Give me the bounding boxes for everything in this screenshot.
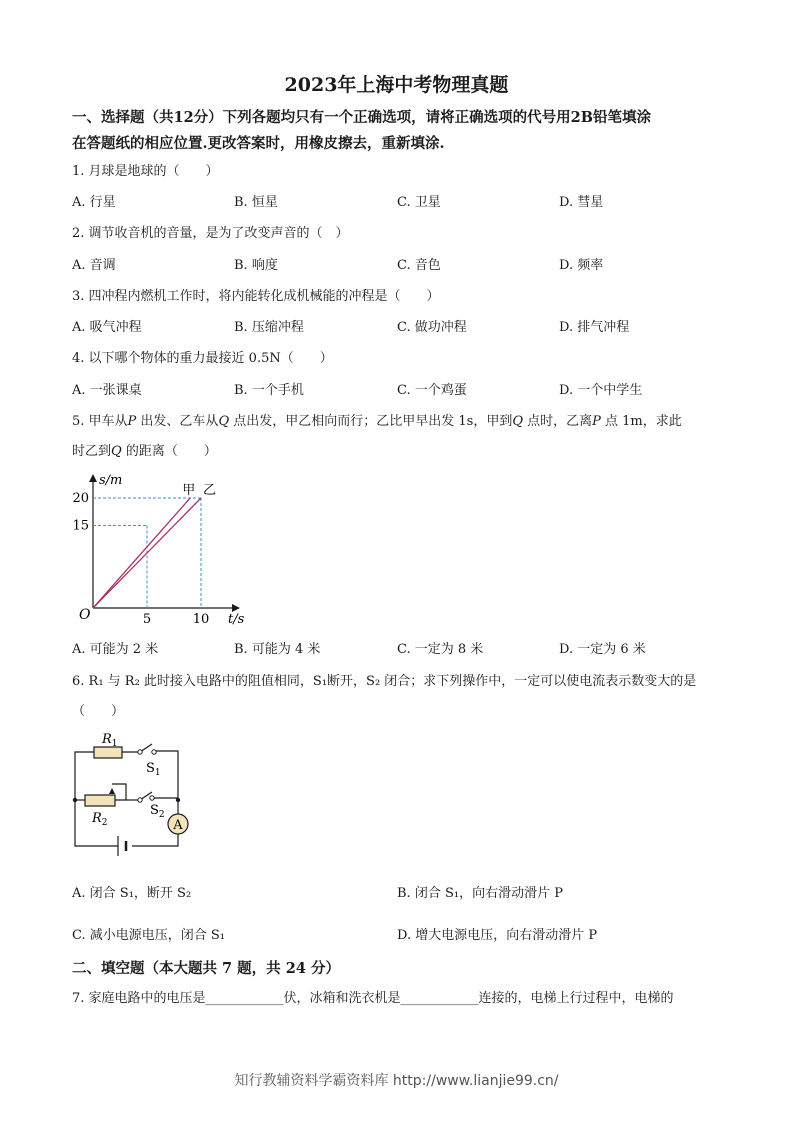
section1-heading-line1: 一、选择题（共12分）下列各题均只有一个正确选项，请将正确选项的代号用2B铅笔填涂 [72, 109, 652, 126]
r1-label: $R_1$ [102, 732, 118, 749]
s1-label: $S_1$ [146, 761, 161, 778]
q6-option-d: D. 增大电源电压，向右滑动滑片 P [397, 928, 598, 943]
origin-label: O [79, 607, 91, 623]
q5-option-c: C. 一定为 8 米 [397, 642, 484, 657]
q1-stem: 1. 月球是地球的（ ） [72, 164, 219, 179]
q5-option-d: D. 一定为 6 米 [559, 642, 646, 657]
y-axis-arrow-icon [89, 474, 97, 482]
q4-option-d: D. 一个中学生 [559, 383, 643, 398]
q2-option-b: B. 响度 [234, 258, 278, 273]
q6-option-c: C. 减小电源电压，闭合 S₁ [72, 928, 225, 943]
q1-option-d: D. 彗星 [559, 195, 604, 210]
page-title: 2023年上海中考物理真题 [284, 74, 509, 96]
st-graph [68, 468, 258, 628]
series-label-1: 乙 [203, 483, 217, 498]
q3-stem: 3. 四冲程内燃机工作时，将内能转化成机械能的冲程是（ ） [72, 289, 440, 304]
r2-label: $R_2$ [92, 811, 108, 828]
q5-option-b: B. 可能为 4 米 [234, 642, 321, 657]
q4-option-a: A. 一张课桌 [72, 383, 142, 398]
section1-heading-line2: 在答题纸的相应位置.更改答案时，用橡皮擦去，重新填涂. [72, 135, 445, 152]
series-line-0 [93, 498, 190, 608]
footer-watermark: 知行教辅资料学霸资料库 http://www.lianjie99.cn/ [234, 1073, 559, 1089]
circuit-diagram [68, 728, 198, 860]
q4-stem: 4. 以下哪个物体的重力最接近 0.5N（ ） [72, 351, 333, 366]
y-tick-label-0: 15 [72, 518, 89, 534]
q2-option-d: D. 频率 [559, 258, 604, 273]
q7-stem: 7. 家庭电路中的电压是____________伏，冰箱和洗衣机是____________连接的，电梯上行过程中，电梯的 [72, 991, 674, 1006]
q3-option-c: C. 做功冲程 [397, 320, 467, 335]
ammeter-label: A [173, 818, 183, 833]
q5-option-a: A. 可能为 2 米 [72, 642, 159, 657]
q3-option-b: B. 压缩冲程 [234, 320, 304, 335]
q2-option-a: A. 音调 [72, 258, 116, 273]
q6-option-a: A. 闭合 S₁，断开 S₂ [72, 886, 192, 901]
y-axis-label: s/m [99, 473, 123, 488]
y-tick-label-1: 20 [72, 491, 89, 506]
q5-stem-line2: 时乙到Q 的距离（ ） [72, 444, 217, 459]
slider-arrow-icon [109, 788, 115, 794]
q6-stem-line1: 6. R₁ 与 R₂ 此时接入电路中的阻值相同，S₁断开，S₂ 闭合；求下列操作中，一定可以使电流表示数变大的是 [72, 674, 697, 689]
x-axis-label: t/s [228, 612, 245, 627]
x-axis-arrow-icon [232, 604, 240, 612]
q1-option-b: B. 恒星 [234, 195, 278, 210]
s2-label: $S_2$ [150, 803, 165, 820]
x-tick-label-0: 5 [142, 612, 152, 627]
q1-option-c: C. 卫星 [397, 195, 441, 210]
q3-option-d: D. 排气冲程 [559, 320, 630, 335]
r2-rheostat [85, 795, 115, 806]
q2-option-c: C. 音色 [397, 258, 441, 273]
q6-stem-line2: （ ） [72, 704, 125, 719]
q2-stem: 2. 调节收音机的音量，是为了改变声音的（ ） [72, 226, 349, 241]
r1-resistor [94, 747, 122, 758]
q4-option-c: C. 一个鸡蛋 [397, 383, 467, 398]
q3-option-a: A. 吸气冲程 [72, 320, 142, 335]
section2-heading: 二、填空题（本大题共 7 题，共 24 分） [72, 960, 340, 977]
x-tick-label-1: 10 [192, 612, 210, 627]
q5-stem-line1: 5. 甲车从P 出发、乙车从Q 点出发，甲乙相向而行；乙比甲早出发 1s，甲到Q 点时，乙离P 点 1m，求此 [72, 414, 682, 429]
series-label-0: 甲 [182, 483, 196, 498]
q6-option-b: B. 闭合 S₁，向右滑动滑片 P [397, 886, 563, 901]
q1-option-a: A. 行星 [72, 195, 116, 210]
q4-option-b: B. 一个手机 [234, 383, 304, 398]
